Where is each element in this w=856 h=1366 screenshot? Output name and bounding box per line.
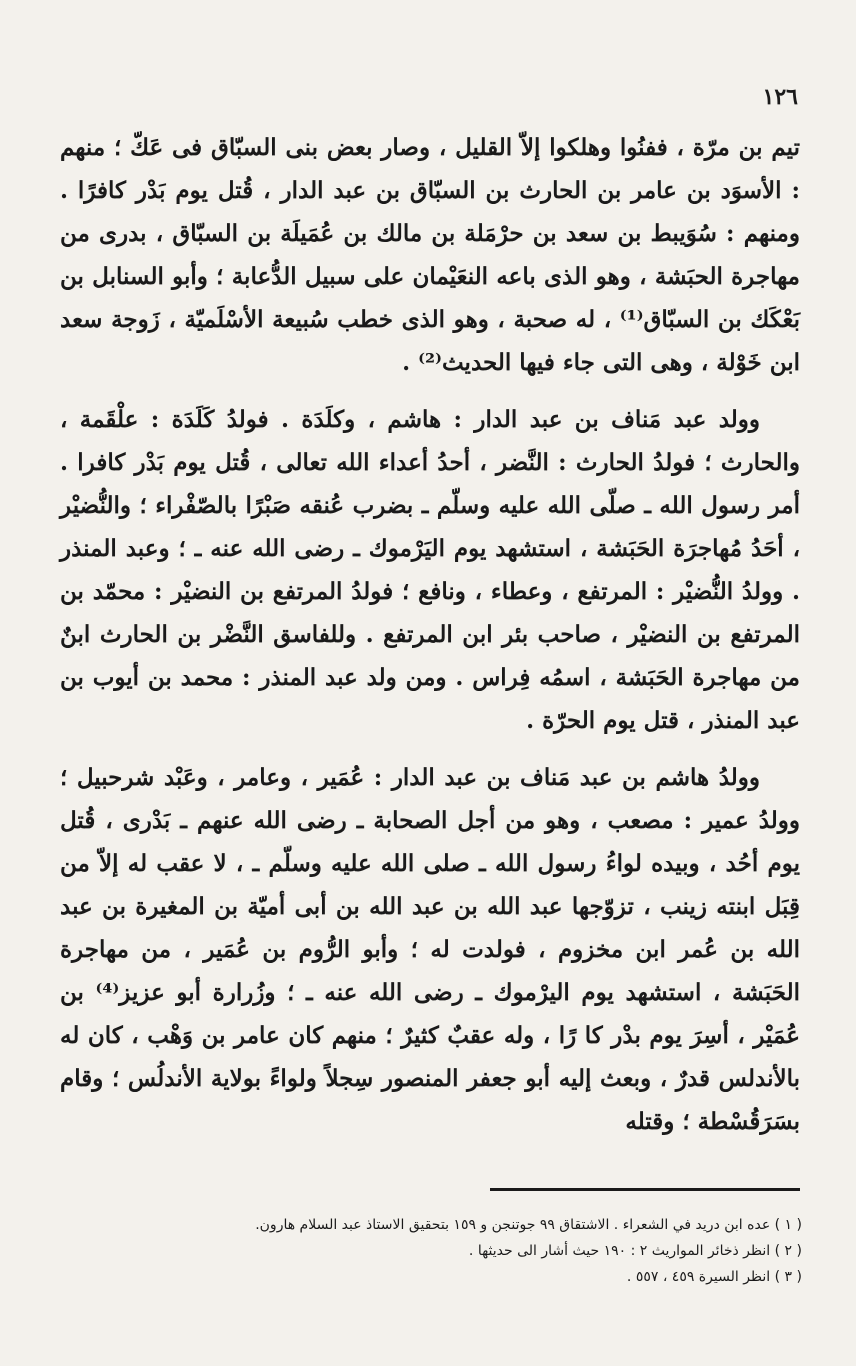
- footnote-3: ( ٣ ) انظر السيرة ٤٥٩ ، ٥٥٧ .: [626, 1269, 802, 1285]
- paragraph-3: وولدُ هاشم بن عبد مَناف بن عبد الدار : عُمَير ، وعامر ، وعَبْد شرحبيل ؛ وولدُ عمير : مصعب ، وهو من أجل الصحابة ـ رضى الله عنهم ـ بَدْرى ، قُتل يوم أحُد ، وبيده لواءُ رسول الله ـ صلى الله عليه وسلّم ـ ، لا عقب له إلاّ من قِبَل ابنته زينب ، تزوّجها عبد الله بن عبد الله بن أبى أميّة بن المغيرة بن عبد الله بن عُمر ابن مخزوم ، فولدت له ؛ وأبو الرُّوم بن عُمَير ، من مهاجرة الحَبَشة ، استشهد يوم اليرْموك ـ رضى الله عنه ـ ؛ وزُرارة أبو عزيز⁽⁴⁾ بن عُمَيْر ، أسِرَ يوم بدْر كا رًا ، وله عقبٌ كثيرٌ ؛ منهم كان عامر بن وَهْب ، كان له بالأندلس قدرٌ ، وبعث إليه أبو جعفر المنصور سِجلاً ولواءً بولاية الأندلُس ؛ وقام بسَرَقُسْطة ؛ وقتله: [60, 764, 800, 1135]
- footnotes: [40, 1212, 802, 1290]
- paragraph-2: وولد عبد مَناف بن عبد الدار : هاشم ، وكلَدَة . فولدُ كَلَدَة : علْقَمة ، والحارث ؛ فولدُ الحارث : النَّضر ، أحدُ أعداء الله تعالى ، قُتل يوم بَدْر كافرا . أمر رسول الله ـ صلّى الله عليه وسلّم ـ بضرب عُنقه صَبْرًا بالصّفْراء ؛ والنُّضيْر ، أحَدُ مُهاجرَة الحَبَشة ، استشهد يوم اليَرْموك ـ رضى الله عنه ـ ؛ وعبد المنذر . وولدُ النُّضيْر : المرتفع ، وعطاء ، ونافع ؛ فولدُ المرتفع بن النضيْر : محمّد بن المرتفع بن النضيْر ، صاحب بئر ابن المرتفع . وللفاسق النَّضْر بن الحارث ابنٌ من مهاجرة الحَبَشة ، اسمُه فِراس . ومن ولد عبد المنذر : محمد بن أيوب بن عبد المنذر ، قتل يوم الحرّة .: [60, 406, 801, 734]
- paragraph-1: تيم بن مرّة ، ففنُوا وهلكوا إلاّ القليل ، وصار بعض بنى السبّاق فى عَكّ ؛ منهم : الأسوَد بن عامر بن الحارث بن السبّاق بن عبد الدار ، قُتل يوم بَدْر كافرًا . ومنهم : سُوَيبط بن سعد بن حرْمَلة بن مالك بن عُمَيلَة بن السبّاق ، بدرى من مهاجرة الحبَشة ، وهو الذى باعه النعَيْمان على سبيل الدُّعابة ؛ وأبو السنابل بن بَعْكَك بن السبّاق⁽¹⁾ ، له صحبة ، وهو الذى خطب سُبيعة الأسْلَميّة ، زَوجة سعد ابن خَوْلة ، وهى التى جاء فيها الحديث⁽²⁾ .: [60, 134, 800, 376]
- footnote-2: ( ٢ ) انظر ذخائر المواريث ٢ : ١٩٠ حيث أشار الى حديثها .: [468, 1243, 802, 1259]
- page-number: ١٢٦: [762, 84, 798, 110]
- footnote-divider: [490, 1188, 800, 1191]
- main-text: [60, 126, 800, 1143]
- footnote-1: ( ١ ) عده ابن دريد في الشعراء . الاشتقاق ٩٩ جوتنجن و ١٥٩ بتحقيق الاستاذ عبد السلام هارون.: [255, 1217, 802, 1233]
